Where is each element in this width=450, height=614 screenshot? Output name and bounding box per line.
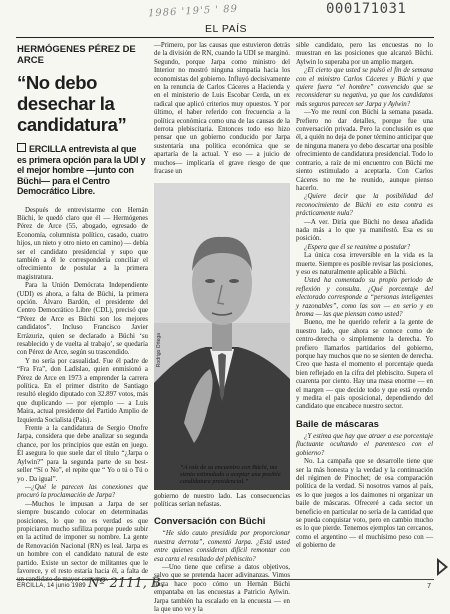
question: ¿Espera que él se reanime a postular? (304, 243, 411, 251)
photo-caption: “A raíz de su encuentro con Büchi, me siento estimulado a aceptar una posible candidatura presidencial.” (180, 463, 281, 486)
portrait-illustration (154, 183, 290, 490)
lead-text: ERCILLA entrevista al que es primera opción para la UDI y el mejor hombre —junto con Büchi— para el Centro Democrático Libre. (17, 144, 146, 196)
paragraph: gobierno de nuestro lado. Las consecuencias políticas serían nefastas. (154, 492, 290, 508)
headline: “No debo desechar la candidatura” (17, 72, 127, 135)
page-number: 7 (427, 583, 431, 590)
author-byline: HERMÓGENES PÉREZ DE ARCE (17, 44, 136, 66)
column-1 (17, 42, 148, 584)
paragraph: —Yo me reuní con Büchi la semana pasada. Prefiero no dar detalles, porque fue una conversación privada. Pero la conclusión es que él, a quién no deja de poner término anticipar que de ninguna manera yo debo descartar una posible ofrecimiento de candidatura presidencial. Todo lo contrario, a raíz de mi encuentro con Büchi me siento estimulado a aceptarla. Con Carlos Cáceres no me he reunido, aunque pienso hacerlo. (296, 109, 433, 192)
column-3-body (296, 42, 433, 412)
question: Usted ha comentado su propio periodo de reflexión y consulta. ¿Qué porcentaje del electorado corresponde a “personas inteligentes y razonables”, como las son — en serio y en broma — las que piensan como usted? (296, 277, 433, 318)
paragraph: Para la Unión Demócrata Independiente (UDI) es ahora, a falta de Büchi, la primera opción. Álvaro Bardón, el presidente del Centro Democrático Libre (CDL), precisó que “Pérez de Arce es Büchi son los mejores candidatos”. Incluso Francisco Javier Errázuriz, quien se declarado a Büchi ‘su resablecido y de vuelta al trabajo’, se quedaría con Pérez de Arce, según su trascendido. (17, 282, 148, 357)
column-3-section (296, 433, 433, 551)
paragraph: No. La campaña que se desarrolle tiene que ser la más honesta y la verdad y la continuación del régimen de Pinochet; de esa comparación política de la verdad. Si nosotros vamos al país, es lo que juegos a los daimones ni organizar un baile de máscaras. Ofreceré a cada sector un beneficio en particular no sería de la cantidad que se pueda conquistar voto, pero en cambio mucho es lo que pierde. Tenemos ejemplos tan cercanos, como el argentino — el muchísimo peso con — el gobierno de (296, 458, 433, 550)
handwritten-issue-number: Nº 2111, B. (88, 576, 165, 591)
column-1-body (17, 207, 148, 585)
continuation-arrow-icon (437, 558, 448, 576)
section-label: EL PAÍS (205, 23, 248, 35)
header-divider (16, 37, 434, 38)
lead-paragraph (17, 143, 148, 197)
column-3 (296, 42, 433, 551)
column-2-top (154, 42, 290, 177)
paragraph: —Uno tiene que cefirse a datos objetivos, salvo que se pretenda hacer adivinanzas. Vimos hasta hace poco cómo un Hernán Büchi empantaba en las encuestas a Patricio Aylwin. Jarpa también ha escalado en la encuesta — en la que uno ve y la (154, 563, 290, 613)
paragraph: Frente a la candidatura de Sergio Onofre Jarpa, considera que debe analizar su segunda chance, por los principios que están en juego. Él asegura lo que suele dar el título “¿Jarpa o Aylwin?” para la segunda parte de su best-seller “Sí o No”, el repite que “ Yo o tú o Tú o yo . Da igual”. (17, 425, 148, 483)
column-2-section (154, 530, 290, 614)
subheading-conversacion: Conversación con Büchi (154, 516, 266, 528)
archive-code: 000171031 (326, 1, 407, 17)
paragraph: La única cosa irreversible en la vida es la muerte. Siempre es posible revisar las posiciones, y eso es naturalmente aplicable a Büchi. (296, 252, 434, 276)
square-bullet-icon (17, 143, 26, 152)
column-2 (154, 42, 290, 613)
paragraph: —Muchos le impusan a Jarpa de ser siempre buscando colocar en determinadas posiciones, lo que no es verdad es que propiciaron mucho sufiliza porque puede subir en la actitud de imponer su nombre. La gente de Renovación Nacional (RN) es leal. Jarpa es un hombre con el candidato natural de este partido. Existe un sector de militantes que le favorece, y el resto estaría hacia él, a falta de un candidato de mayor consenso. (17, 500, 148, 584)
paragraph: Después de entrevistarme con Hernán Büchi, le quedó claro que él — Hermógenes Pérez de Arce (55, abogado, egresado de Economía, columnista político, casado, cuatro hijos, un nieto y otro nieto en camino) — debía ser el candidato presidencial y supo que también a él le correspondería conciliar el ofrecimiento de postular a la primera magistratura. (17, 206, 148, 281)
paragraph: —A ver. Diría que Büchi no desea añadida nada más a lo que ya manifestó. Esa es su posición. (296, 218, 433, 243)
column-2-bottom (154, 493, 290, 510)
question: ¿Quiere decir que la posibilidad del reconocimiento de Büchi en esta contra es prácticamente nula? (296, 193, 433, 218)
question: ¿Y estima que hay que atraer a ese porcentaje fluctuante ocultando el parentesco con el gobierno? (296, 432, 433, 457)
portrait-photo (154, 183, 290, 490)
paragraph: —Primero, por las causas que estuvieron detrás de la división de RN, cuando la UDI se marginó. Segundo, porque Jarpa como ministro del Interior no mostró ninguna simpatía hacia los economistas del gobierno. Influyó decisivamente en la renuncia de Carlos Cáceres a Hacienda y en el ministerio de Luis Escobar Cerda, un ex radical que aplicó criterios muy opuestos. Y por último, el haber referido con frecuencia a la política económica como una de las causas de la derrota plebiscitaria. Entonces todo eso hizo pensar que un gobierno conducido por Jarpa sustentaría una política económica que se apartaría de la actual. Y eso — a juicio de muchos— implicaría el grave riesgo de que fracase un (154, 42, 290, 176)
publication-line: ERCILLA, 14 junio 1989 (17, 583, 86, 589)
paragraph: Y no sería por casualidad. Fue él padre de “Fra Fra”, don Ladislao, quien enmisionó a Pérez de Arce en 1973 a emprender la carrera política. En el primer distrito de Santiago resultó elegido diputado con 32.897 votos, más que duplicando — por ejemplo — a Luis Maira, actual presidente del Partido Amplio de Izquierda Socialista (Pais). (17, 357, 148, 424)
question: —¿Qué le parecen las conexiones que procuró la proclamación de Jarpa? (17, 483, 148, 500)
question: ¿El cierto que usted se pulsó el fin de semana con el ministro Carlos Cáceres y Büchi y que quiere fuera “el hombre” convencido que se reconsiderar su negativa, ya que los candidatos más seguros parecen ser Jarpa y Aylwin? (296, 67, 433, 108)
handwritten-date-annotation: 1986 '19'5 ' 89 (147, 3, 239, 20)
photo-credit: Rodrigo Ortega (156, 332, 162, 367)
question: “He sido cauto presidida por proporcionar nuestra derrota”, comentó Jarpa. ¿Está usted entre quienes consideran difícil remontar con esa carta el resultado del plebiscito? (154, 530, 290, 563)
paragraph: Bueno, me he querido referir a la gente de nuestro lado, que ahora se conoce como de centro-derecha o simplemente la derecha. Yo prefiero llamarlos partidarios del gobierno, porque hay muchos que no se sienten de derecha. Creo que hasta el momento el porcentaje queda bien reflejado en la cifra del plebiscito. Supera el cuarenta por ciento. Hay una masa enorme — en el margen — que decide todo y que está oyendo y medita el país oposicional, dependiendo del candidato que encabece nuestro sector. (296, 319, 433, 411)
paragraph: sible candidato, pero las encuestas no lo muestran en las posiciones que alcanzó Büchi. Aylwin lo superaba por un amplio margen. (296, 42, 433, 66)
subheading-baile: Baile de máscaras (296, 418, 379, 430)
footer-divider (16, 579, 434, 580)
